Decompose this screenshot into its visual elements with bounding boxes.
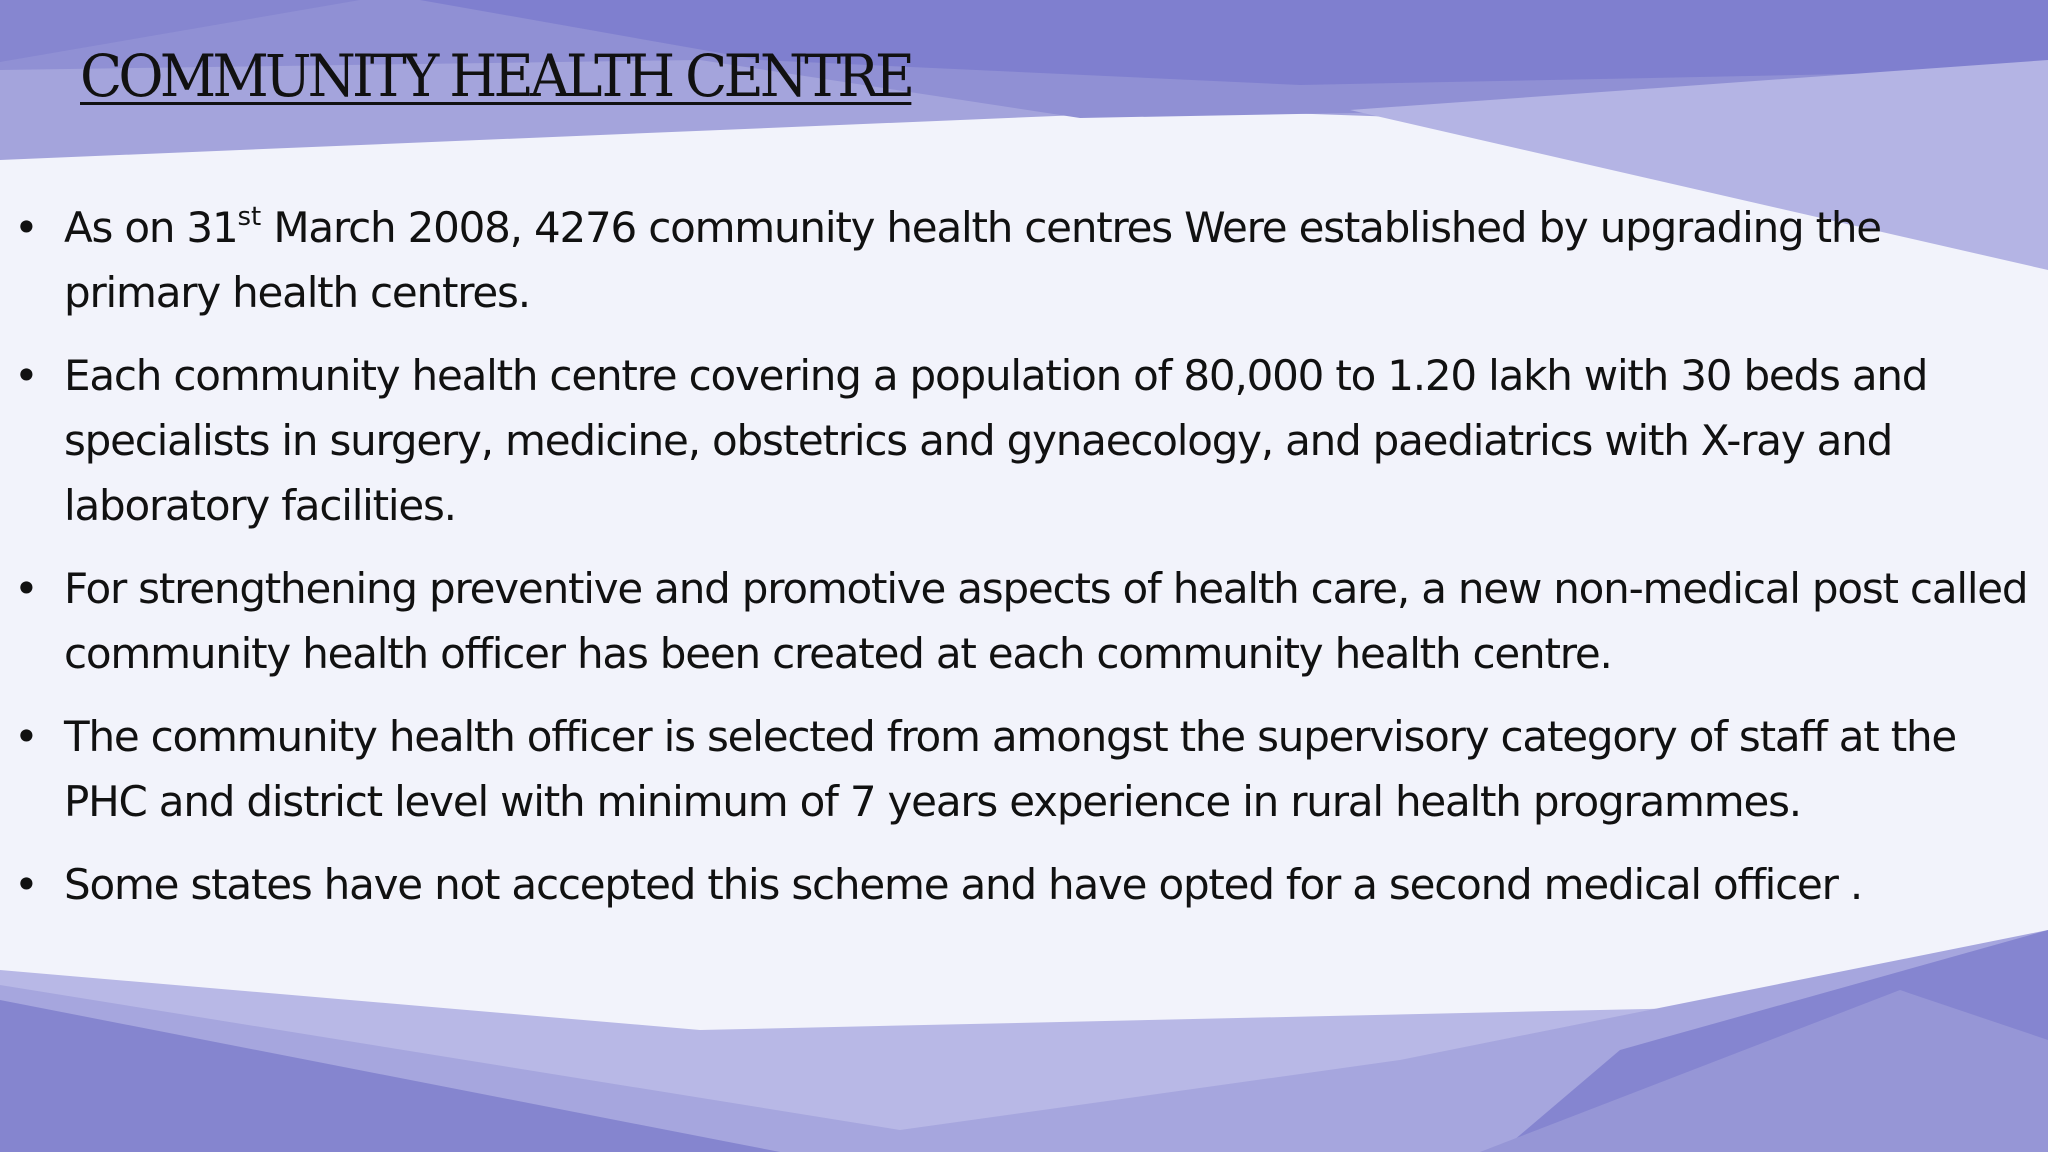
bullet-marker: • [14, 351, 38, 400]
bullet-text-lead: As on 31 [64, 203, 238, 252]
bullet-text: March 2008, 4276 community health centres Were established by upgrading the primary health centres. [64, 203, 1881, 317]
bullet-text: Some states have not accepted this scheme and have opted for a second medical officer . [64, 860, 1863, 909]
bullet-item [14, 195, 2034, 325]
bullet-item [14, 343, 2034, 538]
bullet-text: The community health officer is selected from amongst the supervisory category of staff at the PHC and district level with minimum of 7 years experience in rural health programmes. [64, 712, 1957, 826]
bullet-text-superscript: st [237, 202, 262, 232]
bullet-text: Each community health centre covering a population of 80,000 to 1.20 lakh with 30 beds and specialists in surgery, medicine, obstetrics and gynaecology, and paediatrics with X-ray and laboratory facilities. [64, 351, 1928, 530]
bullet-marker: • [14, 712, 38, 761]
slide-title: COMMUNITY HEALTH CENTRE [80, 42, 912, 110]
bullet-item [14, 704, 2034, 834]
bullet-text: For strengthening preventive and promotive aspects of health care, a new non-medical post called community health officer has been created at each community health centre. [64, 564, 2028, 678]
bullet-list [14, 195, 2034, 935]
bullet-marker: • [14, 203, 38, 252]
bullet-marker: • [14, 860, 38, 909]
bullet-item [14, 556, 2034, 686]
bullet-marker: • [14, 564, 38, 613]
bullet-item [14, 852, 2034, 917]
